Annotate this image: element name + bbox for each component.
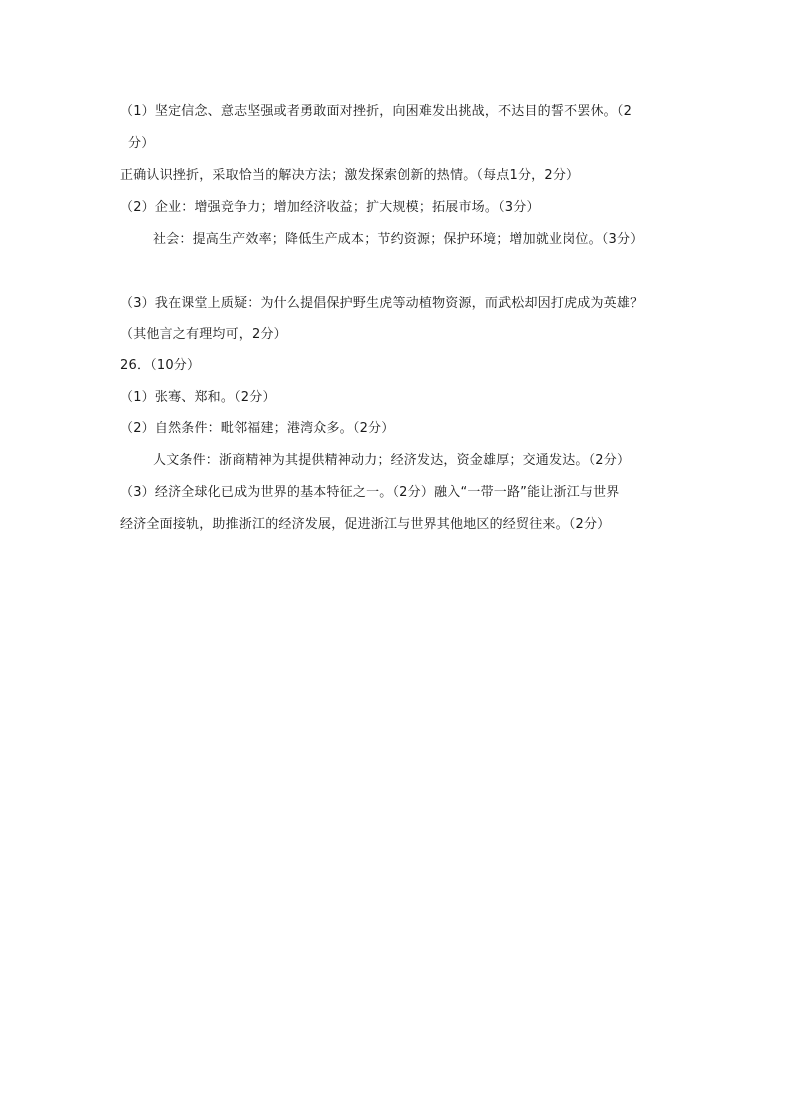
answer-25-3-line-1: （3）我在课堂上质疑：为什么提倡保护野生虎等动植物资源，而武松却因打虎成为英雄？ — [120, 296, 644, 311]
answer-25-2-enterprise: （2）企业：增强竞争力；增加经济收益；扩大规模；拓展市场。（3分） — [120, 200, 540, 215]
answer-26-2-cultural: 人文条件：浙商精神为其提供精神动力；经济发达，资金雄厚；交通发达。（2分） — [153, 453, 631, 468]
answer-25-2-society: 社会：提高生产效率；降低生产成本；节约资源；保护环境；增加就业岗位。（3分） — [153, 232, 644, 247]
answer-25-1-line-2: 分） — [128, 136, 155, 151]
answer-25-3-line-2: （其他言之有理均可，2分） — [120, 327, 287, 342]
answer-25-1-line-1: （1）坚定信念、意志坚强或者勇敢面对挫折，向困难发出挑战，不达目的誓不罢休。（2 — [120, 104, 633, 119]
answer-25-1-line-3: 正确认识挫折，采取恰当的解决方法；激发探索创新的热情。（每点1分，2分） — [120, 168, 580, 183]
answer-26-3-line-1: （3）经济全球化已成为世界的基本特征之一。（2分）融入“一带一路”能让浙江与世界 — [120, 485, 620, 500]
answer-26-1: （1）张骞、郑和。（2分） — [120, 390, 276, 405]
question-26-heading: 26．（10分） — [120, 358, 201, 373]
answer-26-2-natural: （2）自然条件：毗邻福建；港湾众多。（2分） — [120, 421, 395, 436]
answer-26-3-line-2: 经济全面接轨，助推浙江的经济发展，促进浙江与世界其他地区的经贸往来。（2分） — [120, 517, 611, 532]
